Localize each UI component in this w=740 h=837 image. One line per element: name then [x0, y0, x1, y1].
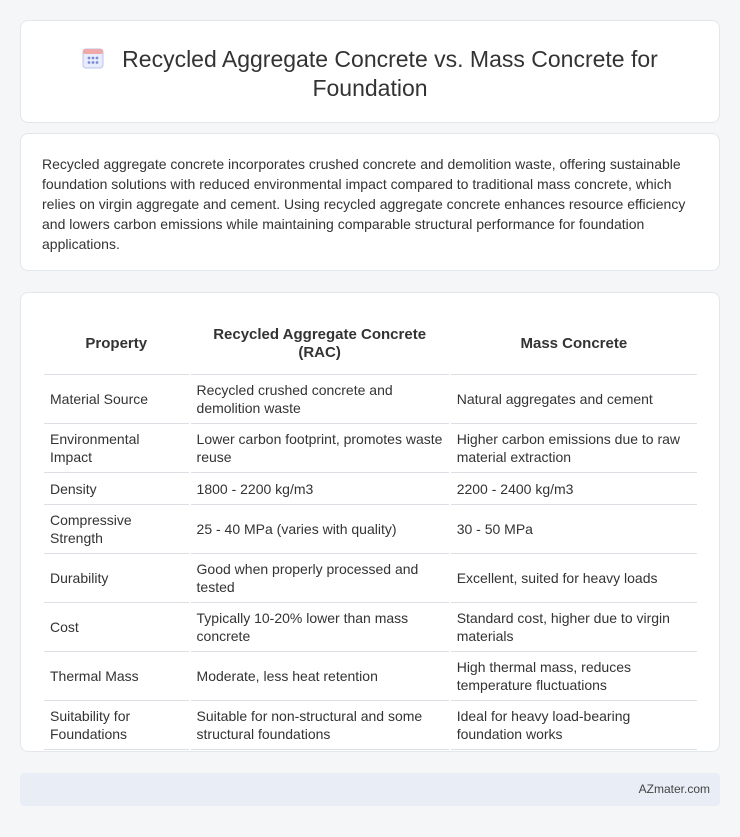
- page-title: Recycled Aggregate Concrete vs. Mass Concrete for Foundation: [122, 46, 658, 101]
- footer-brand: AZmater.com: [638, 782, 710, 796]
- property-cell: Thermal Mass: [44, 652, 189, 701]
- property-cell: Cost: [44, 603, 189, 652]
- table-row: [44, 424, 697, 473]
- property-cell: Durability: [44, 554, 189, 603]
- mass-cell: Ideal for heavy load-bearing foundation works: [451, 701, 697, 750]
- rac-cell: 1800 - 2200 kg/m3: [191, 473, 449, 505]
- property-cell: Environmental Impact: [44, 424, 189, 473]
- mass-cell: Natural aggregates and cement: [451, 375, 697, 424]
- table-row: [44, 652, 697, 701]
- comparison-table-card: [20, 292, 720, 752]
- mass-cell: Higher carbon emissions due to raw material extraction: [451, 424, 697, 473]
- property-cell: Compressive Strength: [44, 505, 189, 554]
- header-mass-concrete: Mass Concrete: [451, 313, 697, 375]
- intro-card: [20, 133, 720, 271]
- comparison-table: [42, 313, 699, 750]
- mass-cell: Standard cost, higher due to virgin materials: [451, 603, 697, 652]
- table-row: [44, 603, 697, 652]
- rac-cell: Recycled crushed concrete and demolition waste: [191, 375, 449, 424]
- rac-cell: 25 - 40 MPa (varies with quality): [191, 505, 449, 554]
- table-row: [44, 505, 697, 554]
- footer-bar: [20, 773, 720, 806]
- calendar-grid-icon: [82, 47, 104, 69]
- header-property: Property: [44, 313, 189, 375]
- table-row: [44, 375, 697, 424]
- rac-cell: Lower carbon footprint, promotes waste reuse: [191, 424, 449, 473]
- table-row: [44, 473, 697, 505]
- mass-cell: 30 - 50 MPa: [451, 505, 697, 554]
- table-row: [44, 554, 697, 603]
- mass-cell: 2200 - 2400 kg/m3: [451, 473, 697, 505]
- rac-cell: Moderate, less heat retention: [191, 652, 449, 701]
- property-cell: Material Source: [44, 375, 189, 424]
- rac-cell: Suitable for non-structural and some structural foundations: [191, 701, 449, 750]
- rac-cell: Good when properly processed and tested: [191, 554, 449, 603]
- property-cell: Suitability for Foundations: [44, 701, 189, 750]
- header-rac: Recycled Aggregate Concrete (RAC): [191, 313, 449, 375]
- rac-cell: Typically 10-20% lower than mass concrete: [191, 603, 449, 652]
- page-title-container: [21, 45, 719, 103]
- table-header-row: [44, 313, 697, 375]
- mass-cell: Excellent, suited for heavy loads: [451, 554, 697, 603]
- property-cell: Density: [44, 473, 189, 505]
- mass-cell: High thermal mass, reduces temperature fluctuations: [451, 652, 697, 701]
- title-card: [20, 20, 720, 123]
- intro-paragraph: Recycled aggregate concrete incorporates crushed concrete and demolition waste, offering sustainable foundation solutions with reduced environmental impact compared to traditional mass concrete, which relies on virgin aggregate and cement. Using recycled aggregate concrete enhances resource efficiency and lowers carbon emissions while maintaining comparable structural performance for foundation applications.: [42, 156, 686, 252]
- table-row: [44, 701, 697, 750]
